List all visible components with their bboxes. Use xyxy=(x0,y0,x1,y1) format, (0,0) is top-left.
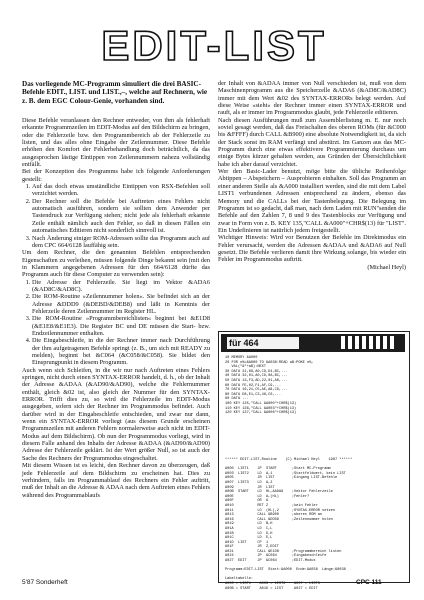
code-line: Labeltabelle: xyxy=(225,577,254,582)
code-line: 110 KEY 136,"CALL &A003"+CHR$(13) xyxy=(225,406,297,411)
address-item: 1. Die Adresse der Fehlerzeile. Sie liegt im Vektor &ADA6 (&AD8C/&AD8C). xyxy=(32,279,210,294)
code-line: A00B START LD HL,&ADA6 ;Vektor Fehlerzeile xyxy=(225,490,333,495)
body-paragraph: Nach diesen Ausführungen muß zum Assemblerlistung m. E. nur noch soviel gesagt werden, daß das Freischalten des oberen ROMs (für &C000 bis &FFFF) durch CALL &B900) eine absolute Notwendigkeit ist, da sich der Stack sonst im RAM verfängt und abstürzt. Im Ganzen aus das MC-Programm durch eine etwas effektivere Programmierung durchaus um einige Bytes kürzer gehalten werden, aus Gründen der Übersichtlichkeit habe ich aber darauf verzichtet. xyxy=(218,116,406,168)
requirement-item: 2. Der Rechner soll die Befehle bei Auftreten eines Fehlers nicht automatisch ausführen, sondern sie sollten dem Anwender per Tastendruck zur Verfügung stehen; nicht jede als fehlerhaft erkannte Zeile enthält nämlich auch den Fehler, so daß in diesen Fällen ein automatisches Editieren nicht sonderlich sinnvoll ist. xyxy=(32,198,210,235)
code-line: ****** EDIT-LIST-Routine (C) Michael Heyl 1987 ****** xyxy=(225,458,353,462)
body-paragraph: Um dem Rechner, die den genannten Befehlen entsprechenden Eigenschaften zu verleihen, müssen folgende Dinge bekannt sein (mit den in Klammern angegebenen Adressen für den 664/6128 dürfte das Programm auch für diese Computer zu verwenden sein): xyxy=(22,249,210,279)
code-line: A027 EDIT JP &C064 ;EDIT-Modus xyxy=(225,559,316,564)
right-column xyxy=(218,80,406,271)
code-line: A009 JR LIST xyxy=(225,485,275,490)
footer-issue: 5'87 Sonderheft xyxy=(22,579,68,586)
decorative-bar xyxy=(383,336,387,349)
program-listing xyxy=(218,331,410,591)
code-line: A016 CALL &DDD9 ;Zeilennummer holen xyxy=(225,517,333,522)
requirement-item: 1. Auf das doch etwas umständliche Eintippen von RSX-Befehlen soll verzichtet werden. xyxy=(32,183,210,198)
code-line: A007 LIST3 LD A,2 xyxy=(225,480,273,485)
decorative-bar xyxy=(355,336,359,349)
code-line: A019 LD B,H xyxy=(225,522,273,527)
body-paragraph: Wichtiger Hinweis: Wird vor Benutzen der Befehle im Direktmodus ein Fehler verursacht, werden die Adressen &ADAA und &ADA6 auf Null gesetzt. Die Befehle verlieren damit ihre Wirkung solange, bis wieder ein Fehler im Programmodus auftritt. xyxy=(218,234,406,264)
code-line: 120 KEY 137,"CALL &A006"+CHR$(13) xyxy=(225,411,297,416)
lead-paragraph: Das vorliegende MC-Programm simuliert die drei BASIC-Befehle EDIT., LIST. und LIST.,–, welche auf Rechnern, wie z. B. dem EGC Colour-Genie, vorhanden sind. xyxy=(22,80,208,105)
decorative-bar xyxy=(390,336,394,349)
code-line: A003 LIST2 LD A,1 ;Startfeldwert, kein LIST xyxy=(225,471,346,476)
assembler-listing-code xyxy=(225,458,352,591)
address-item: 2. Die ROM-Routine »Zeilennummer holen«. Sie befindet sich an der Adresse &DDD9 (&DEBD/&DEB8) und läßt in Kenntnis der Fehlerzeile deren Zeilennummer im Register HL. xyxy=(32,293,210,315)
code-line: A005 JR LIST ;Eingang LIST-Befehle xyxy=(225,476,338,481)
code-line: A01D LIST CP 1 xyxy=(225,540,269,545)
decorative-bar xyxy=(369,336,373,349)
basic-loader-code xyxy=(225,356,313,416)
code-line: A00E LD A,(HL) ;Fehler? xyxy=(225,494,310,499)
listing-header xyxy=(221,334,405,352)
code-line: A01F JR Z,EDIT xyxy=(225,545,279,550)
decorative-bar xyxy=(376,336,380,349)
code-line: 30 DATA 21,09,A0,CD,D4,BC,... xyxy=(225,369,288,374)
body-paragraph: Mit diesem Wissen ist es leicht, den Rechner davon zu überzeugen, daß jede Fehlerzeile auf dem Bildschirm zu erscheinen hat. Dies zu verhindern, falls im Programmablauf des Rechners ein Fehler auftritt, muß der Inhalt an die Adresse & ADAA nach dem Auftreten eines Fehlers während des Programmablaufs xyxy=(22,462,210,499)
article-title: EDIT-LIST xyxy=(101,22,327,69)
code-line: A01A LD C,L xyxy=(225,526,273,531)
code-line: A01B LD D,H xyxy=(225,531,273,536)
code-line: 10 MEMORY &A000 xyxy=(225,356,258,360)
body-paragraph: Wer den Basic-Lader benutzt, möge bitte die übliche Reihenfolge Abtippen – Abspeichern – Ausprobieren einhalten. Soll das Programm an einer anderen Stelle als &A000 installiert werden, sind die mit dem Label LIST1 verbundenen Adressen entsprechend zu ändern, ebenso das Memory und die CALLs bei der Tastenbelegung. Die Belegung im Programm ist so gedacht, daß man, nach dem Laden mit RUN"senden die Befehle auf den Zahlen 7, 8 und 9 des Tastenblocks zur Verfügung und zwar in Form von z. B. KEY 135,"CALL &A000"+CHR$(13) für "LIST". Ein Undefinieren ist natürlich jedem freigestellt. xyxy=(218,168,406,234)
code-line: A00B = START A01D = LIST A027 = EDIT xyxy=(225,586,318,591)
requirement-item: 3. Nach Änderung einiger ROM-Adressen sollte das Programm auch auf dem CPC 664/6128 lauffähig sein. xyxy=(32,235,210,250)
decorative-bar xyxy=(362,336,366,349)
code-line: A013 CALL &B900 ;oberes ROM an xyxy=(225,513,323,518)
body-paragraph: Diese Befehle veranlassen den Rechner entweder, von ihm als fehlerhaft erkannte Programmzeilen im EDIT-Modus auf den Bildschirm zu bringen, oder die Fehlerzeile bzw. den Programmbereich ab der Fehlerzeile zu listen, und das alles ohne Eingabe der Zeilennummer. Diese Befehle erhöhen den Komfort der Fehlerbehandlung doch beträchtlich, da das ausgesprochen lästige Eintippen von Zeilennummern nahezu vollständig entfällt. xyxy=(22,117,210,169)
body-paragraph: Bei der Konzeption des Programms habe ich folgende Anforderungen gestellt: xyxy=(22,168,210,183)
code-line: A011 LD (HL),2 ;SYNTAX-ERROR setzen xyxy=(225,508,335,513)
listing-label: für 464 xyxy=(227,337,299,349)
address-item: 3. Die ROM-Routine »Programmbereichlisten« beginnt bei &E1D8 (&E1E8/&E1E3). Die Register BC und DE müssen die Start- bzw. Endzeilennummer enthalten. xyxy=(32,315,210,337)
code-line: VAL("&"+a$):NEXT xyxy=(225,365,266,370)
code-line: A021 CALL &E1D8 ;Programmbereich listen xyxy=(225,549,342,554)
code-line: 80 DATA D8,E1,C3,46,C0,... xyxy=(225,392,282,397)
code-line: 40 DATA 32,01,A0,CD,0A,BC,... xyxy=(225,374,288,379)
footer-page-number: CPC 111 xyxy=(356,579,382,586)
code-line: A010 RET Z ;kein Fehler xyxy=(225,503,318,508)
code-line: A024 JP &C064 ;Eingabeschleife xyxy=(225,554,327,559)
left-column xyxy=(22,117,210,499)
body-paragraph: der Inhalt von &ADAA immer von Null verschieden ist, muß von dem Maschinenprogramm aus die Speicherzelle &ADA6 (&AD8C/&AD8C) immer mit dem Wert &02 des SYNTAX-ERRORs belegt werden. Auf diese Weise »sieht« der Rechner immer einen SYNTAX-ERROR und rauft, als er immer im Programmodus glaubt, jede Fehlerzeile editieren. xyxy=(218,80,406,117)
body-paragraph: Auch wenn sich Schleifen, in die wir nur nach Auftreten eines Fehlers springen, nicht durch einen SYNTAX-ERROR handelt, d. h., ob der Inhalt der Adresse &ADAA (&AD90/&AD90), welche die Fehlernummer enthält, gleich &02 ist, also gleich der Nummer für den SYNTAX-ERROR. Trifft dies zu, so wird die Fehlerzeile im EDIT-Modus ausgegeben, sofern sich der Rechner im Programmodus befindet. Auch darüber wird in der Eingabeschleife entschieden, und zwar nur dann, wenn ein SYNTAX-ERROR vorliegt (aus diesem Grunde erscheinen Programmzeilen mit anderen Fehlern normalerweise auch nicht im EDIT-Modus auf dem Bildschirm). Ob nun der Programmodus vorliegt, wird in diesem Falle anhand des Inhalts der Adresse &ADAA (&AD90/&AD90) Adresse der Fehlerzeile geklärt. Ist der Wert größer Null, so ist auch der Sache des Rechners der Programmodus eingeschaltet. xyxy=(22,366,210,462)
code-line: 90 DATA ... xyxy=(225,397,249,402)
code-line: 50 DATA 13,F3,AD,22,01,A0,... xyxy=(225,378,288,383)
address-item: 4. Die Eingabeschleife, in die der Rechner immer nach Durchführung der ihm aufgetragenen Befehle springt (z. B., um sich mit READY zu melden), beginnt bei &C064 (&C058/&C058). Sie bildet den Einsprungpunkt in diesem Programm. xyxy=(32,337,210,366)
code-line: 60 DATA FE,02,F1,AF,C9,... xyxy=(225,383,282,388)
code-line: A00F OR A xyxy=(225,499,269,504)
code-line: A000 LIST1 JP START ;Start MC-Programm xyxy=(225,467,331,472)
code-line: A01C LD E,L xyxy=(225,536,273,541)
code-line: Programm:EDIT-LIST Start:&A000 Ende:&A038 Länge:&0038 xyxy=(225,568,346,573)
code-line: A000 = LIST1 A003 = LIST2 A007 = LIST3 xyxy=(225,582,320,587)
code-line: 100 KEY 135,"CALL &A000"+CHR$(13) xyxy=(225,401,297,406)
author-signature: (Michael Heyl) xyxy=(367,263,406,271)
decorative-bar xyxy=(341,336,345,349)
code-line: 70 DATA 16,21,C5,AE,A8,CD,... xyxy=(225,388,288,393)
code-line: 20 FOR n%=&A000 TO &A038:READ a$:POKE n%, xyxy=(225,360,314,365)
decorative-bar xyxy=(348,336,352,349)
